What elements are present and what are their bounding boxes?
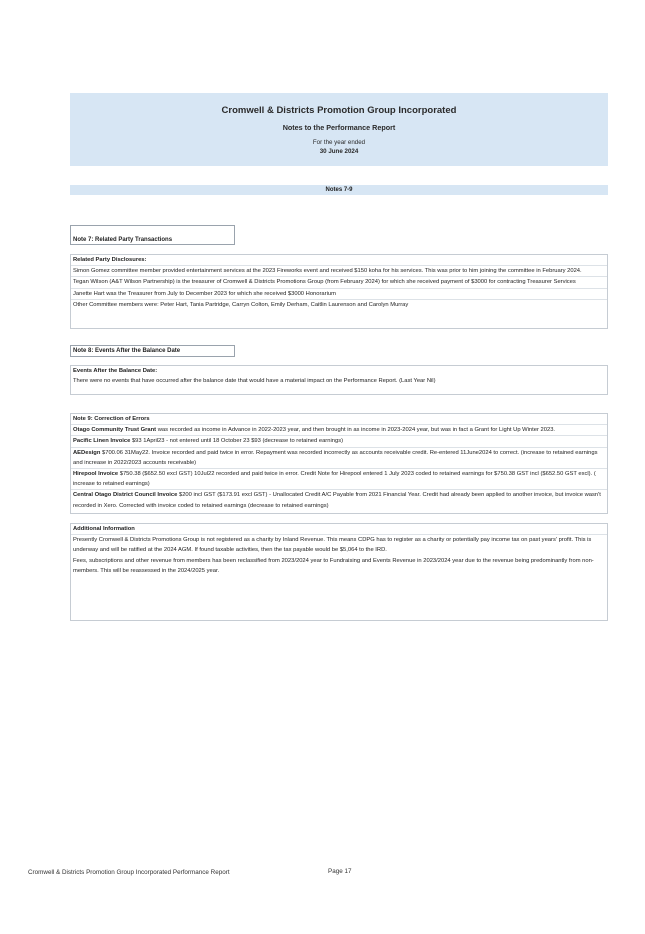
note9-item — [71, 425, 607, 436]
note7-line-1: Simon Gomez committee member provided entertainment services at the 2023 Fireworks event and received $150 koha for his services. This was prior to him joining the committee in February 2024. — [71, 266, 607, 277]
note9-item-text: $750.38 ($652.50 excl GST) 10Jul22 recorded and paid twice in error. Credit Note for Hirepool entered 1 July 2023 coded to retained earnings for $750.38 GST incl ($652.50 GST excl). ( increase to retained earnings) — [73, 471, 596, 488]
note9-item-title: AEDesign — [73, 449, 101, 456]
additional-info-para-2: Fees, subscriptions and other revenue from members has been reclassified from 2023/2024 year to Fundraising and Events Revenue in 2023/2024 year due to the revenue being predominantly from non-members. This will be reassessed in the 2024/2025 year. — [73, 557, 594, 574]
report-header — [70, 93, 608, 166]
note8-heading: Events After the Balance Date: — [73, 368, 158, 374]
note8-label: Note 8: Events After the Balance Date — [70, 345, 235, 357]
footer-report-name: Cromwell & Districts Promotion Group Incorporated Performance Report — [28, 869, 230, 876]
org-title: Cromwell & Districts Promotion Group Incorporated — [221, 105, 457, 116]
footer-page-number: Page 17 — [328, 868, 352, 875]
note9-item-title: Pacific Linen Invoice — [73, 438, 131, 445]
note7-line-2: Tegan Wilson (A&T Wilson Partnership) is the treasurer of Cromwell & Districts Promotions Group (from February 2024) for which she received payment of $3000 for contracting Treasurer Services — [71, 277, 607, 288]
note9-item-text: $200 incl GST ($173.91 excl GST) - Unallocated Credit A/C Payable from 2021 Financial Year. Credit had already been applied to another invoice, but invoice wasn't recorded in Xero. Corrected with invoice coded to retained earnings (decrease to retained earnings) — [73, 492, 601, 509]
note9-item-title: Otago Community Trust Grant — [73, 427, 157, 434]
period-line-1: For the year ended — [312, 139, 366, 146]
note7-heading: Related Party Disclosures: — [71, 255, 607, 266]
note9-label: Note 9: Correction of Errors — [71, 414, 607, 425]
report-subtitle: Notes to the Performance Report — [282, 123, 396, 132]
note9-item-text: $700.06 31May22. Invoice recorded and paid twice in error. Repayment was recorded incorrectly as accounts receivable credit. Re-entered 11June2024 to correct. (increase to retained earnings and increase in 2022/2023 accounts receivable) — [73, 449, 598, 466]
note9-item-title: Central Otago District Council Invoice — [73, 492, 178, 499]
note7-line-4: Other Committee members were: Peter Hart, Tania Partridge, Carryn Colton, Emily Derham, Caitlin Laurenson and Carolyn Murray — [73, 301, 409, 308]
additional-info-para-1: Presently Cromwell & Districts Promotions Group is not registered as a charity by Inland Revenue. This means CDPG has to register as a charity or potentially pay income tax on past years' profit. This is underway and will be ratified at the 2024 AGM. If found taxable activities, then the tax payable would be $5,064 to the IRD. — [73, 537, 592, 554]
period-line-2: 30 June 2024 — [319, 148, 359, 155]
note9-item — [71, 469, 607, 490]
note7-section — [70, 254, 608, 329]
note9-item-text: was recorded as income in Advance in 2022-2023 year, and then brought in as income in 2023-2024 year, but was in fact a Grant for Light Up Winter 2023. — [156, 427, 556, 434]
additional-info-label: Additional Information — [71, 524, 607, 535]
note7-label: Note 7: Related Party Transactions — [70, 225, 235, 245]
additional-info-section — [70, 523, 608, 621]
notes-range-band: Notes 7-9 — [70, 185, 608, 195]
note9-section — [70, 413, 608, 514]
note8-section — [70, 365, 608, 395]
note9-item-text: $93 1April23 - not entered until 18 October 23 $93 (decrease to retained earnings) — [130, 438, 344, 445]
note9-item — [71, 436, 607, 447]
note9-item — [71, 490, 607, 510]
note8-text: There were no events that have occurred after the balance date that would have a material impact on the Performance Report. (Last Year Nil) — [73, 378, 436, 385]
note7-line-3: Janette Hart was the Treasurer from July to December 2023 for which she received $3000 Honorarium — [71, 289, 607, 300]
note9-item — [71, 448, 607, 469]
note9-item-title: Hirepool Invoice — [73, 471, 119, 478]
